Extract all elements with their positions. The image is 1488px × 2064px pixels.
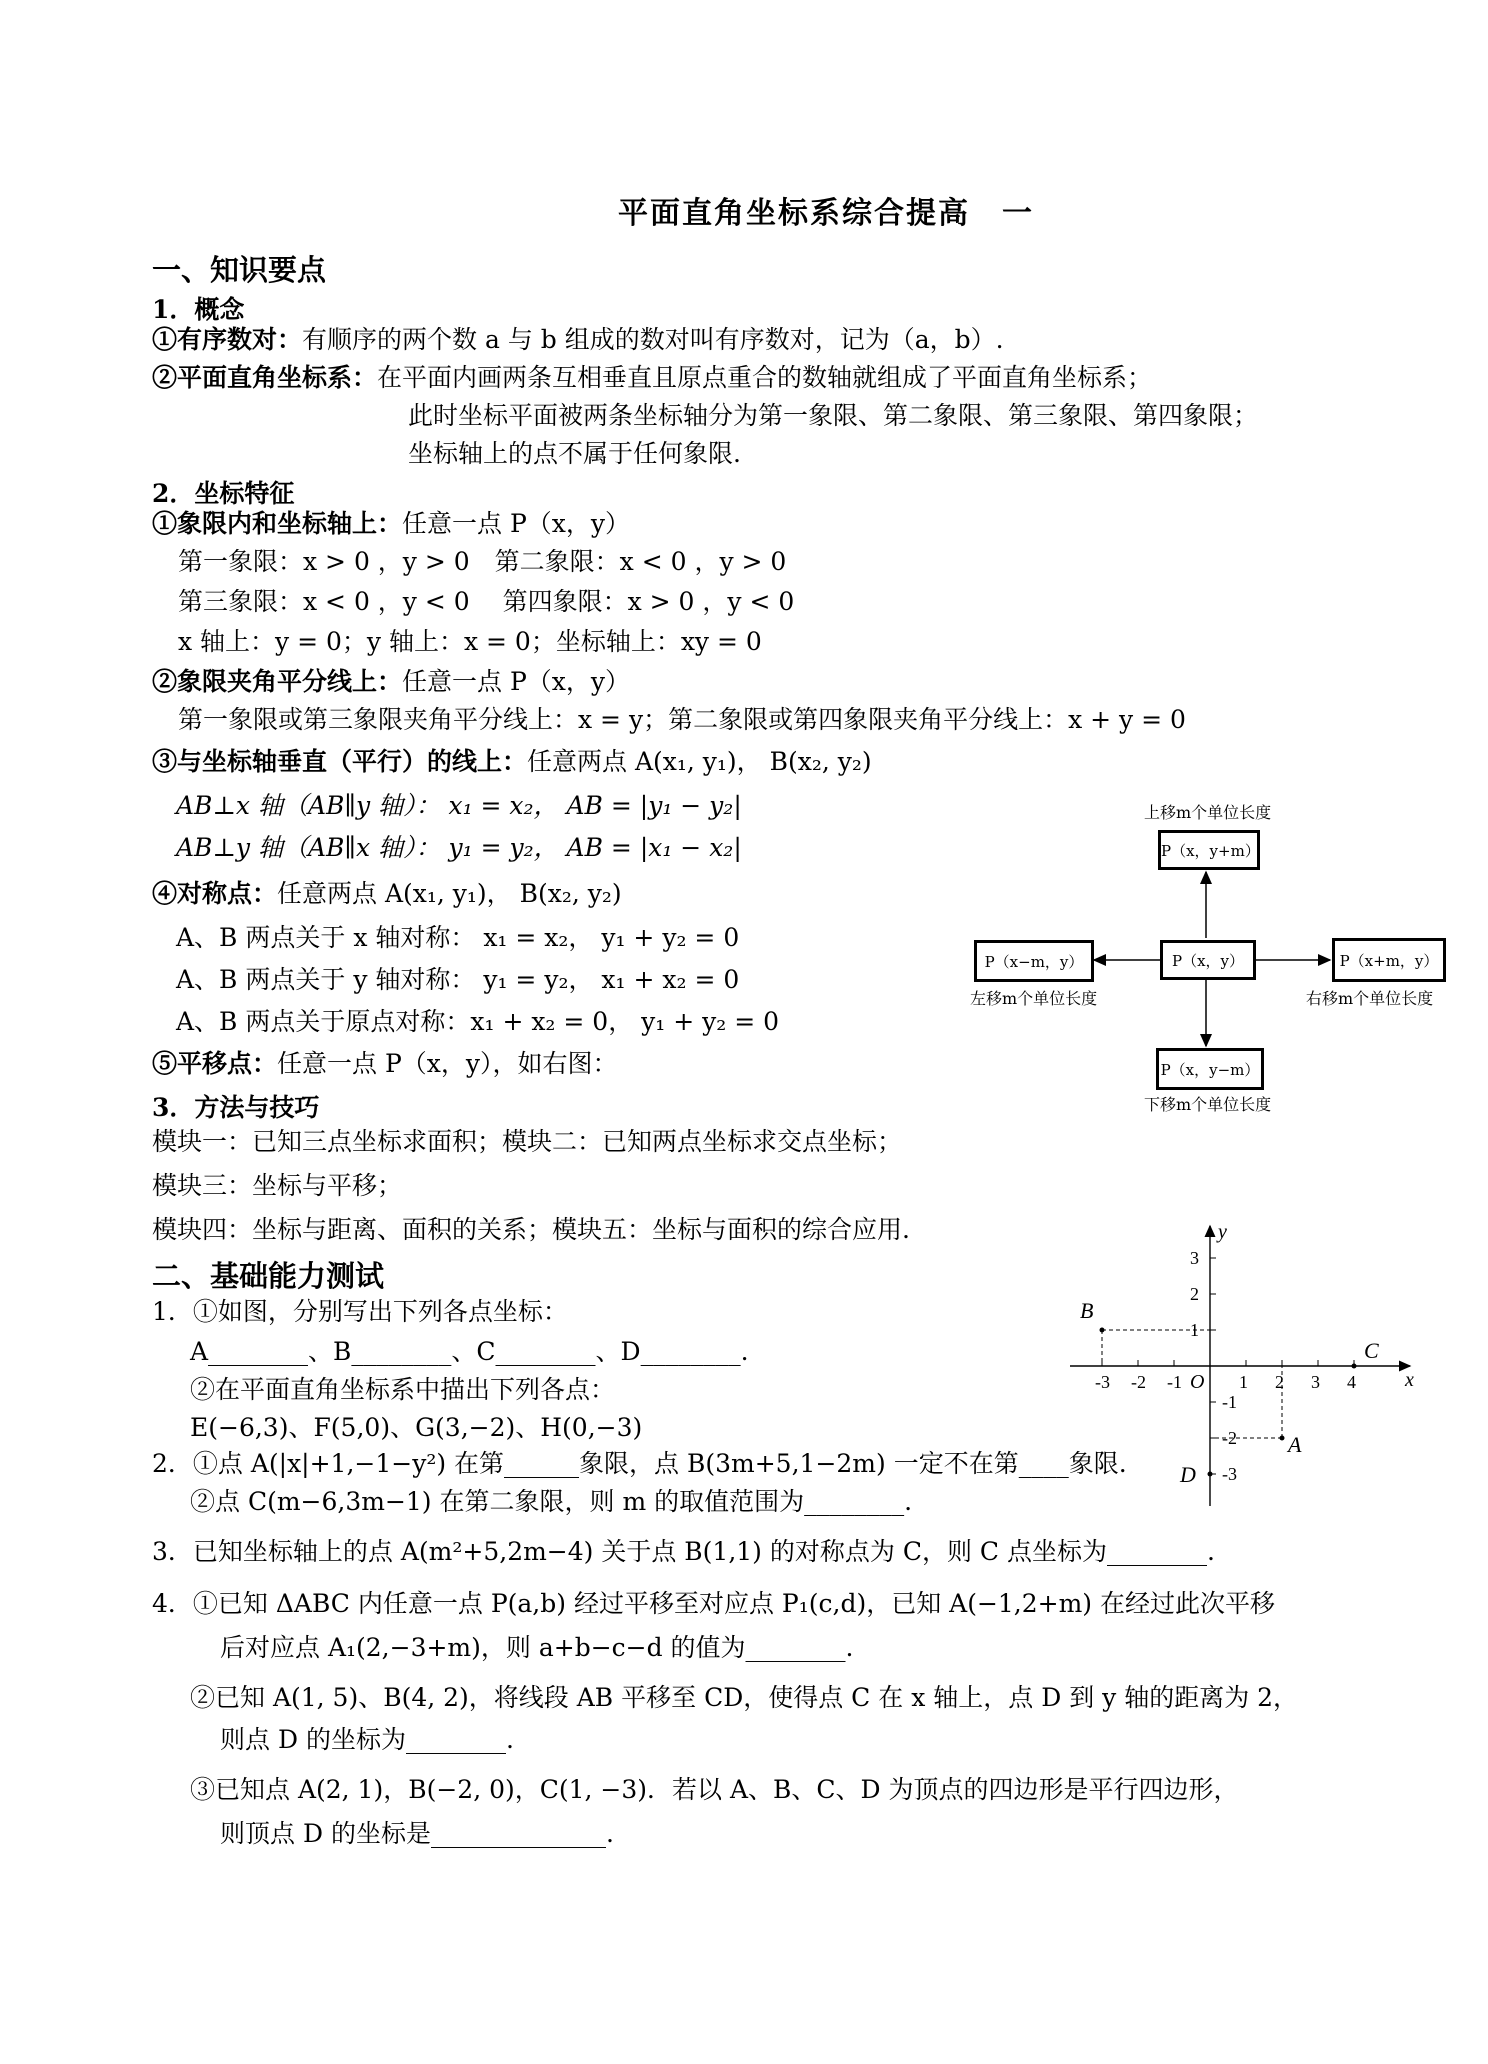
definition-text: 在平面内画两条互相垂直且原点重合的数轴就组成了平面直角坐标系； [377,363,1153,392]
y-tick-label: -2 [1222,1428,1237,1448]
y-axis-label: y [1218,1221,1227,1243]
x-tick-label: 2 [1275,1372,1284,1392]
definition-label: ②平面直角坐标系： [152,363,378,392]
feature-label: ②象限夹角平分线上： [152,667,403,696]
question-4-line: 则顶点 D 的坐标是______________. [220,1819,614,1848]
definition-ordered-pair [152,324,1004,356]
question-1-line: E(−6,3)、F(5,0)、G(3,−2)、H(0,−3) [190,1413,643,1442]
feature-text: 任意一点 P（x，y） [402,509,631,538]
feature-text: 任意两点 A(x₁, y₁)， B(x₂, y₂) [277,879,622,908]
feature-label: ⑤平移点： [152,1049,278,1078]
section2-heading: 二、基础能力测试 [152,1259,385,1293]
feature-text: 任意一点 P（x，y） [402,667,631,696]
y-tick-label: 3 [1190,1248,1199,1268]
box-down: P（x，y−m） [1156,1048,1264,1090]
definition-coordinate-system [152,362,1152,394]
translation-diagram [970,800,1450,1120]
box-left: P（x−m，y） [974,940,1094,982]
definition-text-line: 坐标轴上的点不属于任何象限. [408,439,741,468]
point-C [1352,1364,1357,1369]
method-line: 模块三：坐标与平移； [152,1171,403,1200]
x-tick-label: -1 [1167,1372,1182,1392]
question-4-line: 后对应点 A₁(2,−3+m)，则 a+b−c−d 的值为________. [220,1633,854,1662]
origin-label: O [1190,1371,1205,1393]
question-4-line: 4．①已知 ΔABC 内任意一点 P(a,b) 经过平移至对应点 P₁(c,d)，已知 A(−1,2+m) 在经过此次平移 [152,1589,1276,1618]
section1-heading: 一、知识要点 [152,253,327,287]
feature-text: 任意两点 A(x₁, y₁)， B(x₂, y₂) [527,747,872,776]
question-3: 3．已知坐标轴上的点 A(m²+5,2m−4) 关于点 B(1,1) 的对称点为 C，则 C 点坐标为________. [152,1537,1215,1566]
box-right: P（x+m，y） [1332,938,1446,982]
x-tick-label: 1 [1239,1372,1248,1392]
x-tick-label: -3 [1095,1372,1110,1392]
y-tick-label: 2 [1190,1284,1199,1304]
question-4-line: ②已知 A(1, 5)、B(4, 2)，将线段 AB 平移至 CD，使得点 C 在 x 轴上，点 D 到 y 轴的距离为 2， [190,1683,1299,1712]
feature-symmetric [152,878,622,910]
definition-label: ①有序数对： [152,325,303,354]
feature-translate [152,1048,618,1080]
point-D [1208,1472,1213,1477]
point-B [1100,1328,1105,1333]
subheading-concept: 1．概念 [152,295,245,324]
feature-line: A、B 两点关于 y 轴对称： y₁ = y₂， x₁ + x₂ = 0 [176,965,740,994]
definition-text: 有顺序的两个数 a 与 b 组成的数对叫有序数对，记为（a，b）. [302,325,1004,354]
point-label-C: C [1364,1338,1379,1363]
x-tick-label: -2 [1131,1372,1146,1392]
feature-quadrants [152,508,630,540]
question-1-line: A________、B________、C________、D________. [190,1337,749,1366]
point-A [1280,1436,1285,1441]
caption-left: 左移m个单位长度 [970,989,1098,1008]
subheading-methods: 3．方法与技巧 [152,1093,320,1122]
feature-line: x 轴上：y = 0；y 轴上：x = 0；坐标轴上：xy = 0 [178,627,762,656]
question-2-line: 2．①点 A(|x|+1,−1−y²) 在第______象限，点 B(3m+5,1−2m) 一定不在第____象限. [152,1449,1127,1478]
y-tick-label: 1 [1190,1320,1199,1340]
feature-line: AB⊥x 轴（AB∥y 轴）： x₁ = x₂， AB = |y₁ − y₂| [176,791,742,820]
question-4-line: 则点 D 的坐标为________. [220,1725,514,1754]
method-line: 模块四：坐标与距离、面积的关系；模块五：坐标与面积的综合应用. [152,1215,910,1244]
question-2-line: ②点 C(m−6,3m−1) 在第二象限，则 m 的取值范围为________. [190,1487,913,1516]
question-4-line: ③已知点 A(2, 1)，B(−2, 0)，C(1, −3)．若以 A、B、C、D 为顶点的四边形是平行四边形， [190,1775,1239,1804]
feature-text: 任意一点 P（x，y），如右图： [277,1049,618,1078]
feature-line: AB⊥y 轴（AB∥x 轴）： y₁ = y₂， AB = |x₁ − x₂| [176,833,742,862]
question-1-line: 1．①如图，分别写出下列各点坐标： [152,1297,568,1326]
caption-down: 下移m个单位长度 [1144,1095,1272,1114]
feature-label: ③与坐标轴垂直（平行）的线上： [152,747,528,776]
question-1-line: ②在平面直角坐标系中描出下列各点： [190,1375,616,1404]
feature-line: 第一象限或第三象限夹角平分线上：x = y；第二象限或第四象限夹角平分线上：x + y = 0 [178,705,1186,734]
caption-right: 右移m个单位长度 [1306,989,1434,1008]
feature-line: 第一象限：x > 0 ，y > 0 第二象限：x < 0 ，y > 0 [178,547,787,576]
feature-line: A、B 两点关于 x 轴对称： x₁ = x₂， y₁ + y₂ = 0 [176,923,740,952]
point-label-B: B [1080,1298,1094,1323]
y-tick-label: -3 [1222,1464,1237,1484]
feature-line: A、B 两点关于原点对称：x₁ + x₂ = 0， y₁ + y₂ = 0 [176,1007,780,1036]
point-label-A: A [1288,1432,1302,1457]
subheading-coordinate-features: 2．坐标特征 [152,479,295,508]
x-tick-label: 3 [1311,1372,1320,1392]
feature-perpendicular [152,746,872,778]
method-line: 模块一：已知三点坐标求面积；模块二：已知两点坐标求交点坐标； [152,1127,903,1156]
box-center: P（x，y） [1160,940,1256,980]
y-tick-label: -1 [1222,1392,1237,1412]
point-label-D: D [1180,1462,1196,1487]
feature-bisector [152,666,630,698]
definition-text-line: 此时坐标平面被两条坐标轴分为第一象限、第二象限、第三象限、第四象限； [408,401,1259,430]
x-axis-label: x [1405,1369,1414,1391]
feature-label: ④对称点： [152,879,278,908]
feature-line: 第三象限：x < 0 ，y < 0 第四象限：x > 0 ，y < 0 [178,587,795,616]
caption-up: 上移m个单位长度 [1144,803,1272,822]
x-tick-label: 4 [1347,1372,1356,1392]
feature-label: ①象限内和坐标轴上： [152,509,403,538]
box-up: P（x，y+m） [1158,830,1260,870]
page-title: 平面直角坐标系综合提高 一 [618,196,1034,231]
